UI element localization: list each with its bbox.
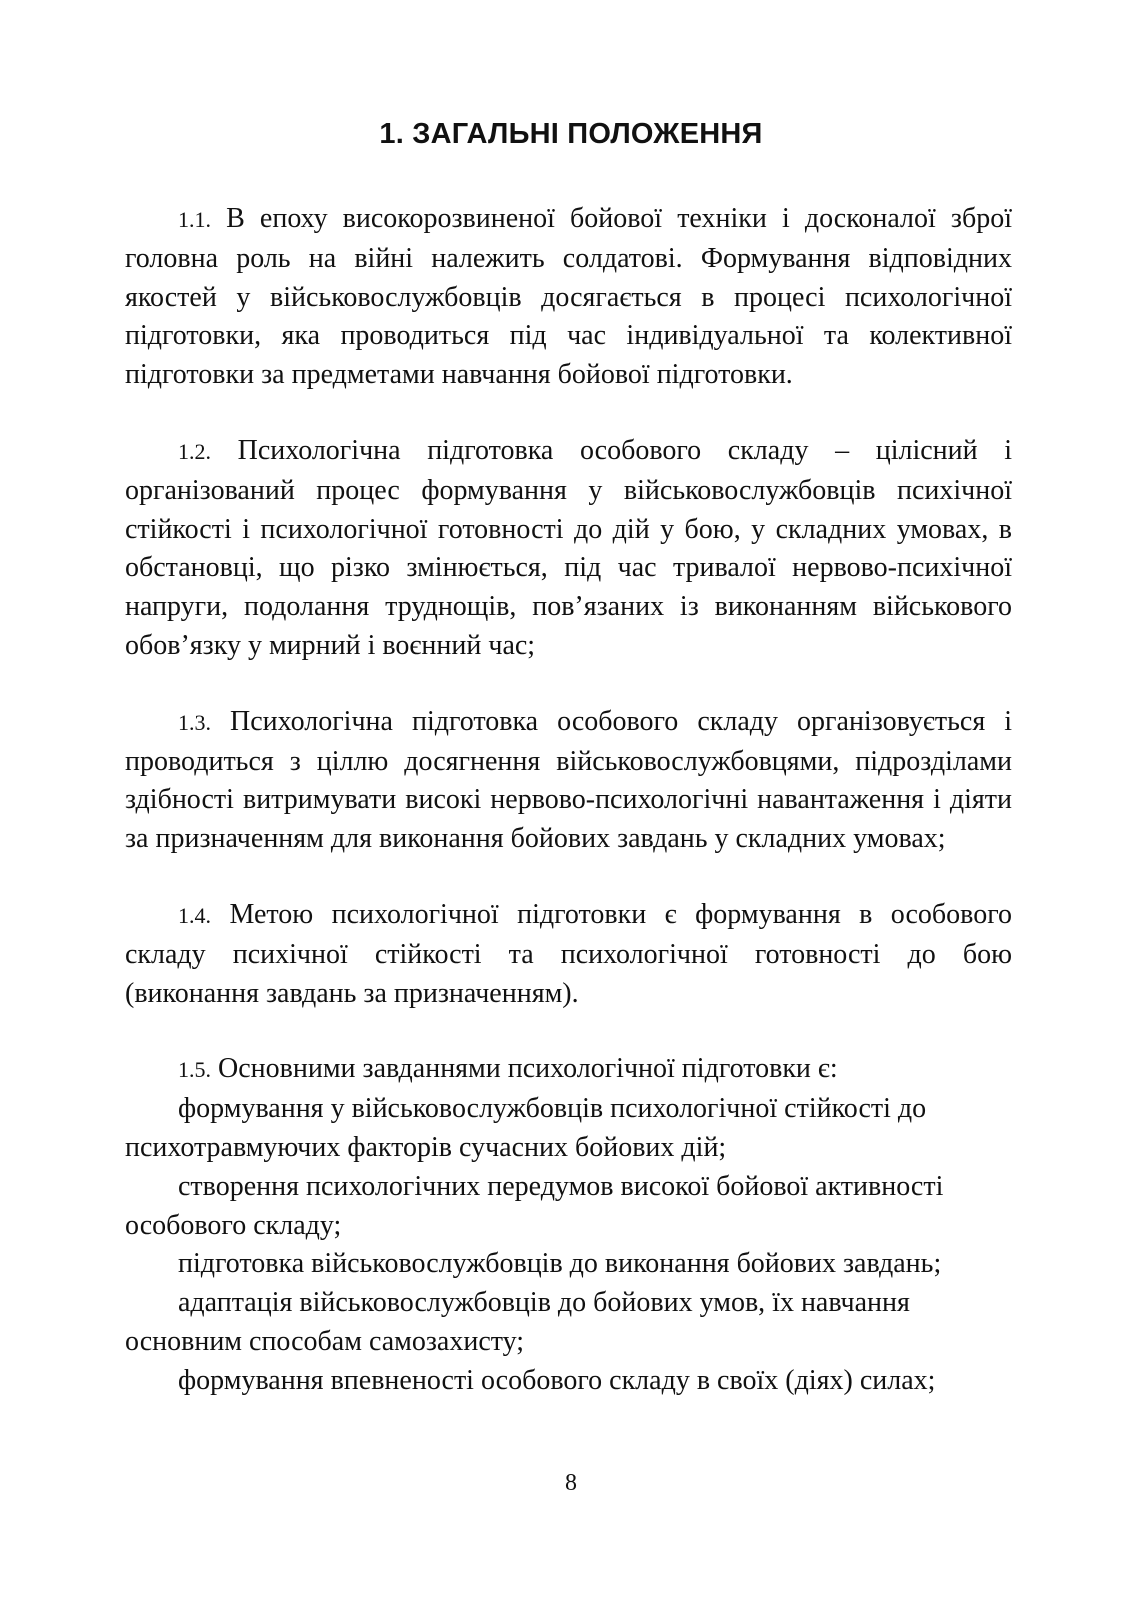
tasks-intro: Основними завданнями психологічної підготовки є: — [218, 1053, 838, 1085]
task-item: адаптація військовослужбовців до бойових умов, їх навчання основним способам самозахисту; — [125, 1287, 910, 1357]
page-number: 8 — [565, 1470, 577, 1496]
paragraph-number: 1.1. — [178, 207, 211, 232]
paragraph-number: 1.2. — [178, 438, 211, 464]
task-item: підготовка військовослужбовців до виконання бойових завдань; — [178, 1248, 942, 1280]
paragraph-text: В епоху високорозвиненої бойової техніки і досконалої зброї головна роль на війні належить солдатові. Формування відповідних якостей у військовослужбовців досягається в процесі психологічної підготовки, яка проводиться під час індивідуальної та колективної підготовки за предметами навчання бойової підготовки. — [125, 203, 1013, 391]
paragraph-1-5 — [125, 1050, 1012, 1400]
task-item: формування впевненості особового складу в своїх (діях) силах; — [178, 1364, 936, 1396]
paragraph-1-1 — [125, 200, 1012, 395]
paragraph-1-3 — [125, 703, 1012, 859]
paragraph-1-2 — [125, 432, 1012, 666]
paragraph-text: Метою психологічної підготовки є формування в особового складу психічної стійкості та психологічної готовності до бою (виконання завдань за призначенням). — [125, 898, 1012, 1009]
paragraph-number: 1.3. — [178, 709, 211, 735]
task-item: формування у військовослужбовців психологічної стійкості до психотравмуючих факторів сучасних бойових дій; — [125, 1093, 927, 1163]
paragraph-text: Психологічна підготовка особового складу – цілісний і організований процес формування у військовослужбовців психічної стійкості і психологічної готовності до дій у бою, у складних умовах, в обстановці, що різко змінюється, під час тривалої нервово-психічної напруги, подолання труднощів, пов’язаних із виконанням військового обов’язку у мирний і воєнний час; — [125, 434, 1013, 661]
page-content — [125, 200, 1012, 1401]
paragraph-1-4 — [125, 896, 1012, 1013]
paragraph-number: 1.5. — [178, 1057, 211, 1083]
section-heading: 1. ЗАГАЛЬНІ ПОЛОЖЕННЯ — [379, 118, 763, 150]
paragraph-text: Психологічна підготовка особового складу організовується і проводиться з ціллю досягнення військовослужбовцями, підрозділами здібності витримувати високі нервово-психологічні навантаження і діяти за призначенням для виконання бойових завдань у складних умовах; — [125, 705, 1012, 855]
task-item: створення психологічних передумов високої бойової активності особового складу; — [125, 1170, 944, 1241]
paragraph-number: 1.4. — [178, 902, 211, 928]
